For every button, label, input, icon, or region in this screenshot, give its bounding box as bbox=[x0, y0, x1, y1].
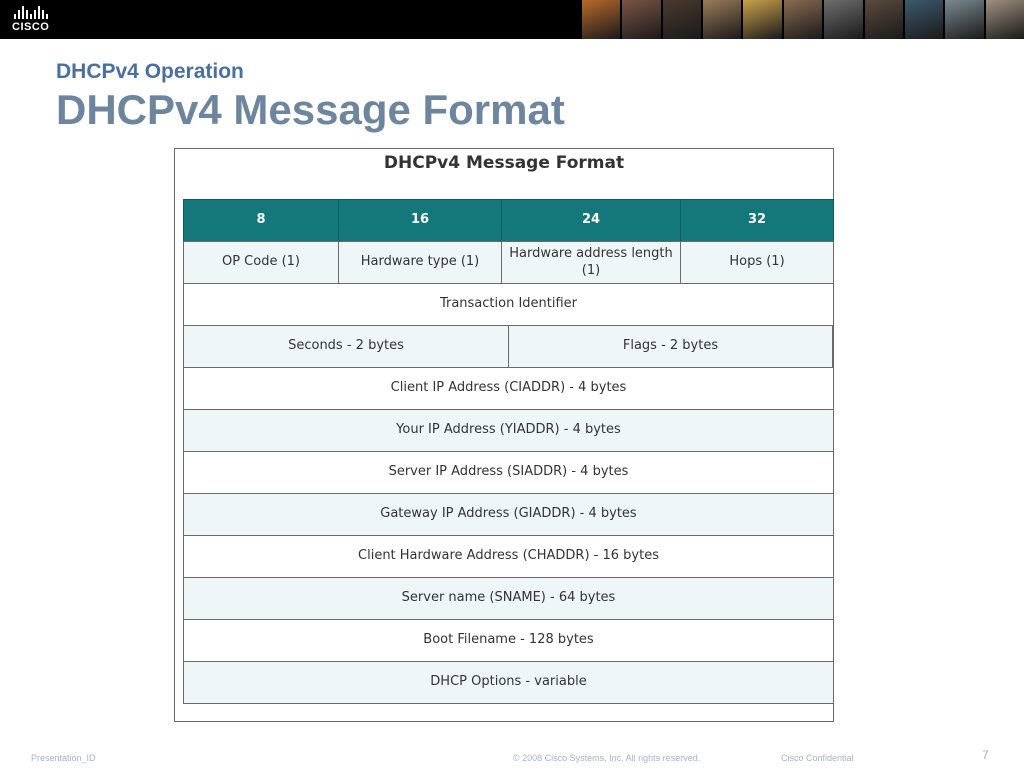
copyright-notice: © 2008 Cisco Systems, Inc. All rights reserved. bbox=[513, 753, 701, 763]
banner-photo bbox=[945, 0, 983, 39]
bit-col-8: 8 bbox=[183, 199, 339, 242]
boot-filename-cell: Boot Filename - 128 bytes bbox=[183, 619, 834, 662]
table-row bbox=[183, 325, 833, 367]
hardware-type-cell: Hardware type (1) bbox=[338, 241, 502, 284]
cisco-logo-text: CISCO bbox=[12, 21, 50, 33]
banner-photo bbox=[582, 0, 620, 39]
transaction-identifier-cell: Transaction Identifier bbox=[183, 283, 834, 326]
confidential-label: Cisco Confidential bbox=[781, 753, 854, 763]
page-number: 7 bbox=[982, 748, 989, 762]
table-row bbox=[183, 451, 833, 493]
message-format-diagram bbox=[174, 148, 834, 722]
bit-col-16: 16 bbox=[338, 199, 502, 242]
table-row bbox=[183, 577, 833, 619]
slide-subtitle: DHCPv4 Operation bbox=[56, 60, 244, 83]
cisco-logo bbox=[12, 5, 72, 35]
banner-photo bbox=[824, 0, 862, 39]
table-row bbox=[183, 535, 833, 577]
chaddr-cell: Client Hardware Address (CHADDR) - 16 bytes bbox=[183, 535, 834, 578]
hardware-address-length-cell: Hardware address length (1) bbox=[501, 241, 681, 284]
banner-photo bbox=[622, 0, 660, 39]
cisco-bars-icon bbox=[14, 5, 72, 19]
banner-photo bbox=[663, 0, 701, 39]
sname-cell: Server name (SNAME) - 64 bytes bbox=[183, 577, 834, 620]
presentation-id: Presentation_ID bbox=[31, 753, 96, 763]
siaddr-cell: Server IP Address (SIADDR) - 4 bytes bbox=[183, 451, 834, 494]
banner-photo bbox=[905, 0, 943, 39]
table-row bbox=[183, 493, 833, 535]
seconds-cell: Seconds - 2 bytes bbox=[183, 325, 509, 368]
message-format-table bbox=[183, 199, 833, 703]
bit-col-24: 24 bbox=[501, 199, 681, 242]
table-row bbox=[183, 283, 833, 325]
diagram-title: DHCPv4 Message Format bbox=[383, 153, 625, 173]
slide-title: DHCPv4 Message Format bbox=[56, 86, 565, 133]
table-row bbox=[183, 409, 833, 451]
top-banner bbox=[0, 0, 1024, 39]
table-row bbox=[183, 619, 833, 661]
banner-photo bbox=[784, 0, 822, 39]
table-row bbox=[183, 661, 833, 703]
bit-header-row bbox=[183, 199, 833, 241]
ciaddr-cell: Client IP Address (CIADDR) - 4 bytes bbox=[183, 367, 834, 410]
op-code-cell: OP Code (1) bbox=[183, 241, 339, 284]
dhcp-options-cell: DHCP Options - variable bbox=[183, 661, 834, 704]
giaddr-cell: Gateway IP Address (GIADDR) - 4 bytes bbox=[183, 493, 834, 536]
banner-photo bbox=[986, 0, 1024, 39]
flags-cell: Flags - 2 bytes bbox=[508, 325, 833, 368]
table-row bbox=[183, 241, 833, 283]
table-row bbox=[183, 367, 833, 409]
hops-cell: Hops (1) bbox=[680, 241, 834, 284]
bit-col-32: 32 bbox=[680, 199, 834, 242]
yiaddr-cell: Your IP Address (YIADDR) - 4 bytes bbox=[183, 409, 834, 452]
banner-photo bbox=[865, 0, 903, 39]
banner-photo bbox=[703, 0, 741, 39]
photo-strip bbox=[582, 0, 1024, 39]
banner-photo bbox=[743, 0, 781, 39]
